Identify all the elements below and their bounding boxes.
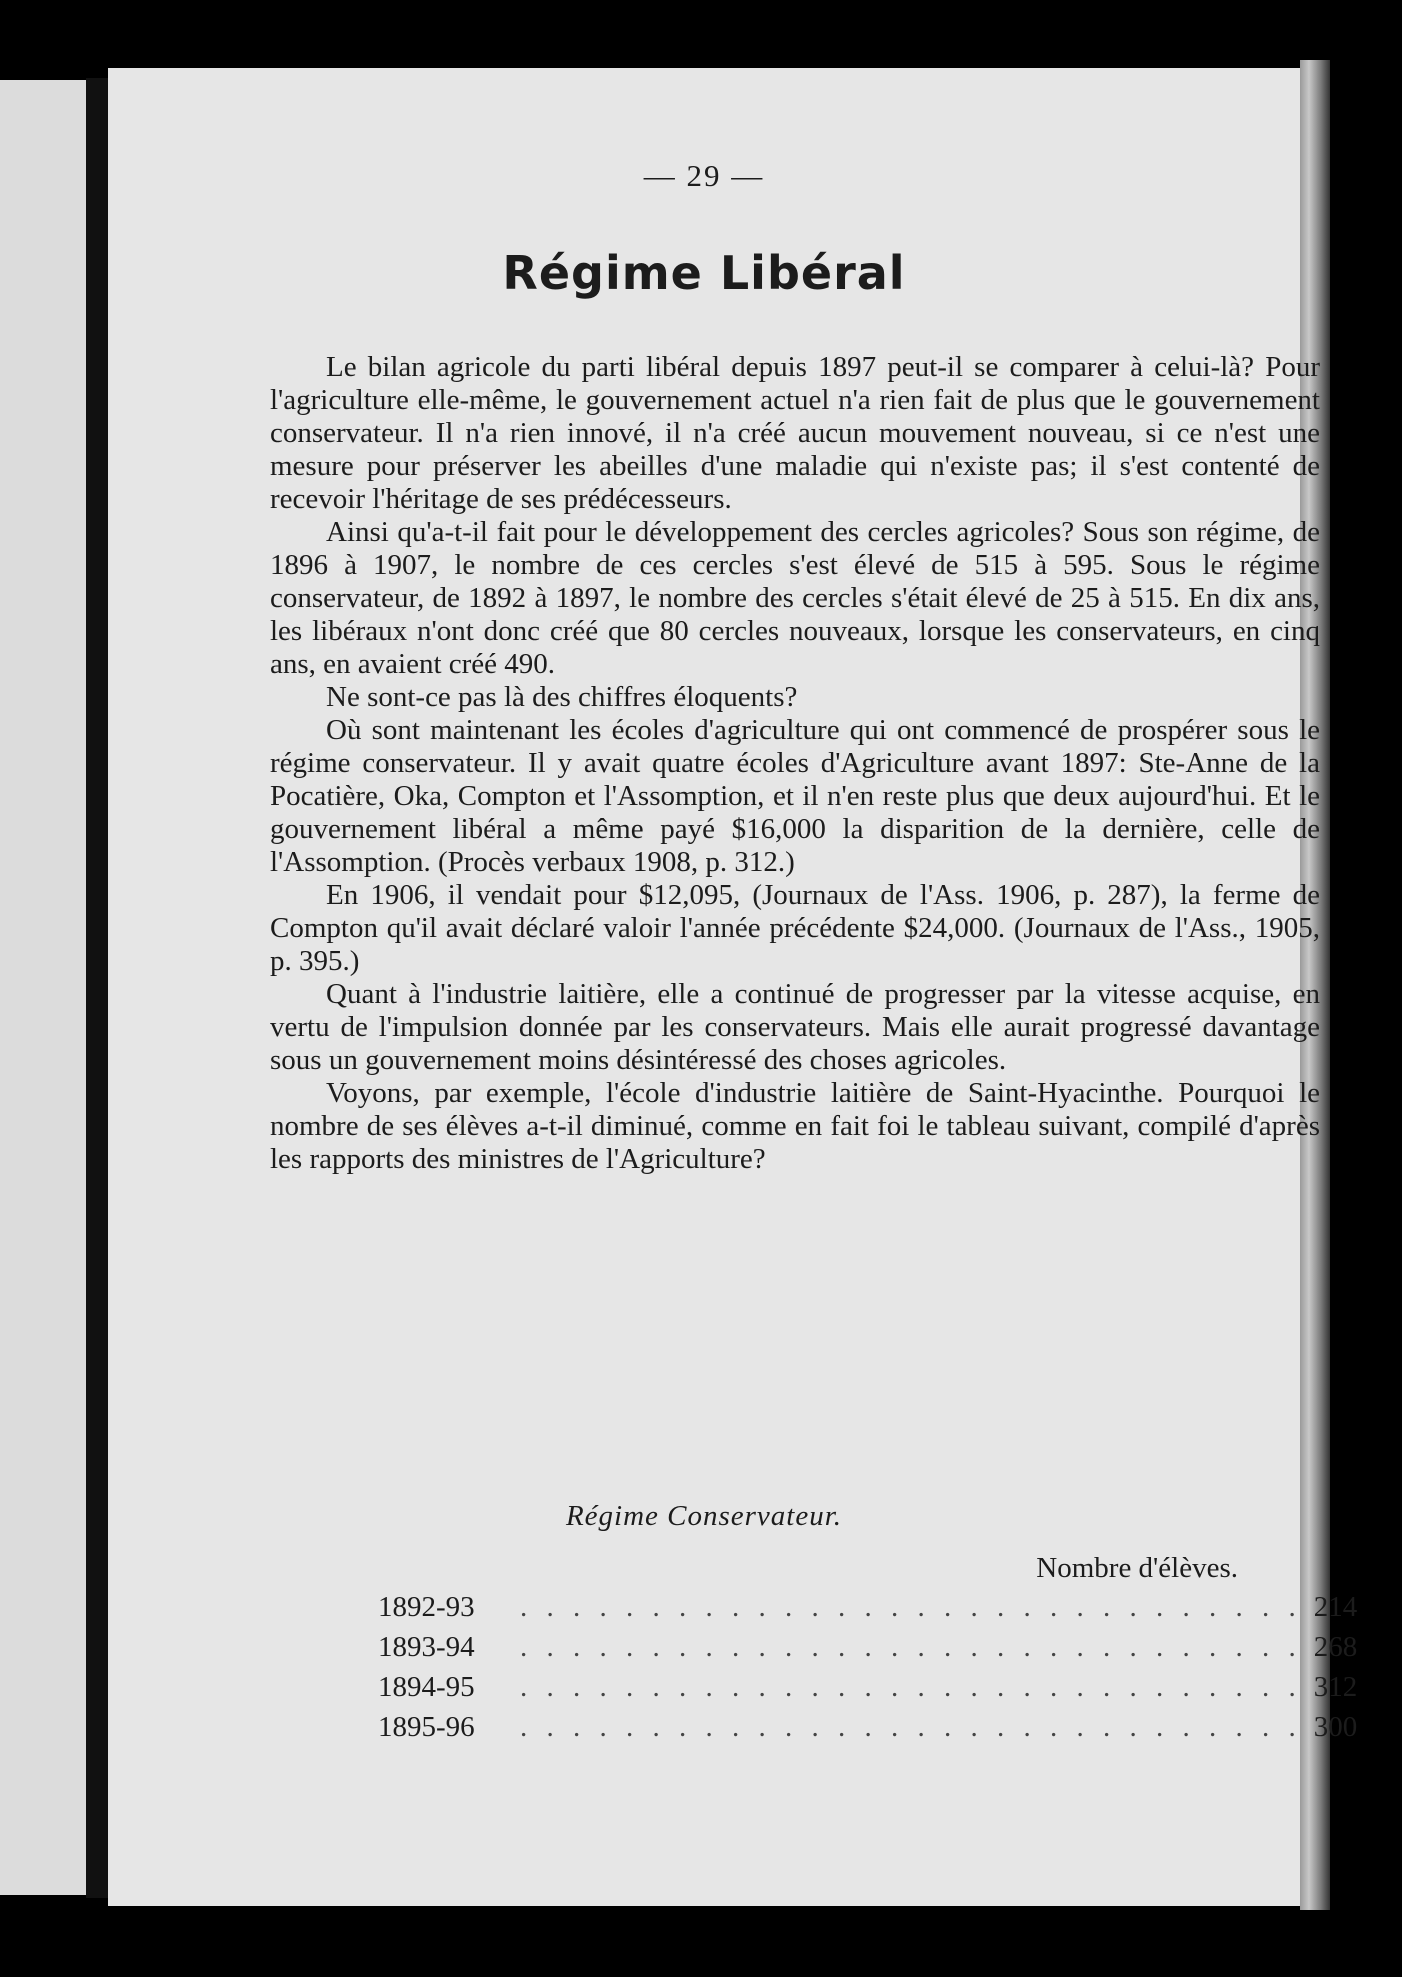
row-year: 1892-93 <box>378 1591 475 1623</box>
paragraph: Où sont maintenant les écoles d'agriculture qui ont commencé de prospérer sous le régime conservateur. Il y avait quatre écoles d'Agriculture avant 1897: Ste-Anne de la Pocatière, Oka, Compton et l'Assomption, et il n'en reste plus que deux aujourd'hui. Et le gouvernement libéral a même payé $16,000 la disparition de la dernière, celle de l'Assomption. (Procès verbaux 1908, p. 312.) <box>270 714 1320 878</box>
enrollment-table <box>378 1591 1358 1751</box>
row-count: 268 <box>1313 1631 1358 1663</box>
body-text <box>270 351 1320 1176</box>
row-count: 312 <box>1313 1671 1358 1703</box>
row-count: 214 <box>1313 1591 1358 1623</box>
left-page-edge <box>0 80 100 1895</box>
row-count: 300 <box>1313 1711 1358 1743</box>
page-title: Régime Libéral <box>502 246 906 300</box>
paragraph: Le bilan agricole du parti libéral depuis 1897 peut-il se comparer à celui-là? Pour l'agriculture elle-même, le gouvernement actuel n'a rien fait de plus que le gouvernement conservateur. Il n'a rien innové, il n'a créé aucun mouvement nouveau, si ce n'est une mesure pour préserver les abeilles d'une maladie qui n'existe pas; il s'est contenté de recevoir l'héritage de ses prédécesseurs. <box>270 351 1320 515</box>
row-year: 1894-95 <box>378 1671 475 1703</box>
table-row <box>378 1631 1358 1671</box>
paragraph: En 1906, il vendait pour $12,095, (Journaux de l'Ass. 1906, p. 287), la ferme de Compton qu'il avait déclaré valoir l'année précédente $24,000. (Journaux de l'Ass., 1905, p. 395.) <box>270 879 1320 977</box>
row-year: 1895-96 <box>378 1711 475 1743</box>
table-row <box>378 1671 1358 1711</box>
page-number: — 29 — <box>643 158 765 193</box>
table-row <box>378 1711 1358 1751</box>
paragraph: Ainsi qu'a-t-il fait pour le développement des cercles agricoles? Sous son régime, de 1896 à 1907, le nombre de ces cercles s'est élevé de 515 à 595. Sous le régime conservateur, de 1892 à 1897, le nombre des cercles s'était élevé de 25 à 515. En dix ans, les libéraux n'ont donc créé que 80 cercles nouveaux, lorsque les conservateurs, en cinq ans, en avaient créé 490. <box>270 516 1320 680</box>
dot-leader: . . . . . . . . . . . . . . . . . . . . . . . . . . . . . . <box>520 1591 1302 1623</box>
dot-leader: . . . . . . . . . . . . . . . . . . . . . . . . . . . . . . <box>520 1711 1302 1743</box>
dot-leader: . . . . . . . . . . . . . . . . . . . . . . . . . . . . . . <box>520 1671 1302 1703</box>
row-year: 1893-94 <box>378 1631 475 1663</box>
paragraph: Ne sont-ce pas là des chiffres éloquents? <box>326 681 798 713</box>
table-title: Régime Conservateur. <box>565 1500 843 1532</box>
table-column-header: Nombre d'élèves. <box>1036 1552 1238 1584</box>
table-row <box>378 1591 1358 1631</box>
paragraph: Quant à l'industrie laitière, elle a continué de progresser par la vitesse acquise, en vertu de l'impulsion donnée par les conservateurs. Mais elle aurait progressé davantage sous un gouvernement moins désintéressé des choses agricoles. <box>270 978 1320 1076</box>
book-spine-shadow <box>86 78 108 1898</box>
book-page <box>108 68 1358 1906</box>
paragraph: Voyons, par exemple, l'école d'industrie laitière de Saint-Hyacinthe. Pourquoi le nombre de ses élèves a-t-il diminué, comme en fait foi le tableau suivant, compilé d'après les rapports des ministres de l'Agriculture? <box>270 1077 1320 1175</box>
dot-leader: . . . . . . . . . . . . . . . . . . . . . . . . . . . . . . <box>520 1631 1302 1663</box>
